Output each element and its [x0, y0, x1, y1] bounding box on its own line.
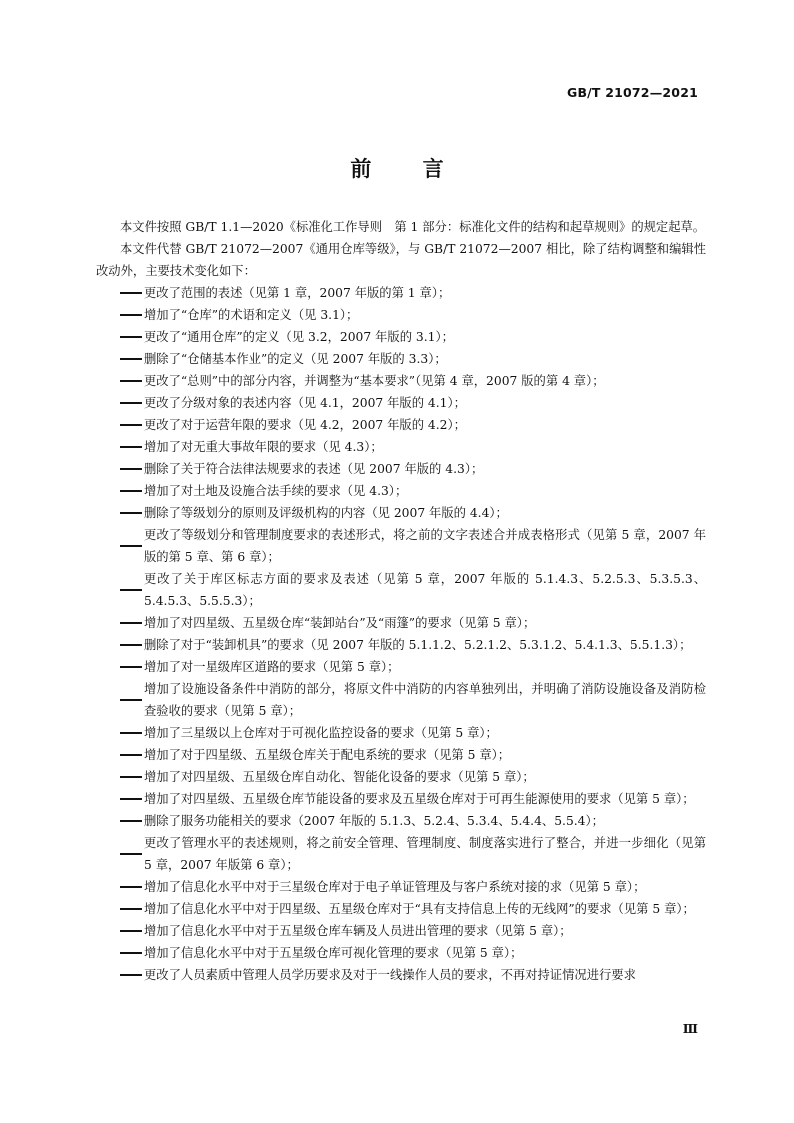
list-dash — [120, 392, 144, 414]
list-dash — [120, 414, 144, 436]
list-dash — [120, 964, 144, 986]
list-item — [96, 502, 706, 524]
list-dash — [120, 722, 144, 744]
list-item — [96, 788, 706, 810]
list-item-text: 更改了等级划分和管理制度要求的表述形式，将之前的文字表述合并成表格形式（见第 5 章，2007 年版的第 5 章、第 6 章）； — [144, 528, 706, 564]
list-dash — [120, 920, 144, 942]
list-dash — [120, 656, 144, 678]
list-item — [96, 304, 706, 326]
list-item-text: 更改了“总则”中的部分内容，并调整为“基本要求”（见第 4 章，2007 版的第 4 章）； — [144, 374, 605, 388]
list-dash — [120, 766, 144, 788]
page-number: Ⅲ — [682, 1021, 698, 1036]
list-item — [96, 326, 706, 348]
list-item — [96, 436, 706, 458]
list-dash — [120, 612, 144, 634]
list-item-text: 增加了对无重大事故年限的要求（见 4.3）； — [144, 440, 383, 454]
list-item-text: 增加了对一星级库区道路的要求（见第 5 章）； — [144, 660, 400, 674]
list-item-text: 更改了人员素质中管理人员学历要求及对于一线操作人员的要求，不再对持证情况进行要求 — [144, 968, 636, 982]
list-dash — [120, 348, 144, 370]
list-item — [96, 656, 706, 678]
list-item-text: 删除了等级划分的原则及评级机构的内容（见 2007 年版的 4.4）； — [144, 506, 508, 520]
list-item — [96, 876, 706, 898]
list-dash — [120, 326, 144, 348]
list-item-text: 增加了信息化水平中对于五星级仓库车辆及人员进出管理的要求（见第 5 章）； — [144, 924, 572, 938]
list-dash — [120, 282, 144, 304]
list-dash — [120, 568, 144, 612]
list-item — [96, 612, 706, 634]
list-dash — [120, 458, 144, 480]
list-item-text: 删除了关于符合法律法规要求的表述（见 2007 年版的 4.3）； — [144, 462, 484, 476]
list-item — [96, 634, 706, 656]
document-body — [96, 216, 706, 986]
list-item-text: 更改了范围的表述（见第 1 章，2007 年版的第 1 章）； — [144, 286, 451, 300]
list-item — [96, 568, 706, 612]
list-item — [96, 832, 706, 876]
list-item-text: 增加了对四星级、五星级仓库“装卸站台”及“雨篷”的要求（见第 5 章）； — [144, 616, 536, 630]
list-item-text: 增加了信息化水平中对于五星级仓库可视化管理的要求（见第 5 章）； — [144, 946, 523, 960]
list-item — [96, 744, 706, 766]
list-dash — [120, 304, 144, 326]
list-dash — [120, 832, 144, 876]
list-item — [96, 370, 706, 392]
list-item-text: 更改了管理水平的表述规则，将之前安全管理、管理制度、制度落实进行了整合，并进一步细化（见第 5 章，2007 年版第 6 章）； — [144, 836, 706, 872]
list-item — [96, 898, 706, 920]
list-item-text: 增加了信息化水平中对于三星级仓库对于电子单证管理及与客户系统对接的求（见第 5 章）； — [144, 880, 646, 894]
list-item — [96, 348, 706, 370]
list-item-text: 增加了对四星级、五星级仓库自动化、智能化设备的要求（见第 5 章）； — [144, 770, 535, 784]
page-title: 前 言 — [350, 157, 466, 181]
list-item — [96, 458, 706, 480]
list-item — [96, 766, 706, 788]
list-item — [96, 282, 706, 304]
list-item-text: 更改了关于库区标志方面的要求及表述（见第 5 章，2007 年版的 5.1.4.3、5.2.5.3、5.3.5.3、5.4.5.3、5.5.5.3）； — [144, 572, 706, 608]
list-item — [96, 392, 706, 414]
list-item-text: 更改了分级对象的表述内容（见 4.1，2007 年版的 4.1）； — [144, 396, 466, 410]
list-item-text: 删除了服务功能相关的要求（2007 年版的 5.1.3、5.2.4、5.3.4、5.4.4、5.5.4）； — [144, 814, 604, 828]
list-item-text: 增加了三星级以上仓库对于可视化监控设备的要求（见第 5 章）； — [144, 726, 498, 740]
list-item-text: 更改了对于运营年限的要求（见 4.2，2007 年版的 4.2）； — [144, 418, 466, 432]
replacement-paragraph: 本文件代替 GB/T 21072—2007《通用仓库等级》，与 GB/T 21072—2007 相比，除了结构调整和编辑性改动外，主要技术变化如下： — [96, 242, 706, 278]
list-item — [96, 920, 706, 942]
list-item-text: 增加了信息化水平中对于四星级、五星级仓库对于“具有支持信息上传的无线网”的要求（见第 5 章）； — [144, 902, 695, 916]
intro-paragraph: 本文件按照 GB/T 1.1—2020《标准化工作导则 第 1 部分：标准化文件的结构和起草规则》的规定起草。 — [120, 220, 706, 234]
list-item-text: 增加了“仓库”的术语和定义（见 3.1）； — [144, 308, 359, 322]
list-dash — [120, 480, 144, 502]
change-list — [96, 282, 706, 986]
list-dash — [120, 898, 144, 920]
list-item — [96, 722, 706, 744]
standard-code: GB/T 21072—2021 — [566, 85, 698, 100]
list-dash — [120, 678, 144, 722]
list-item — [96, 810, 706, 832]
list-item-text: 更改了“通用仓库”的定义（见 3.2，2007 年版的 3.1）； — [144, 330, 454, 344]
list-dash — [120, 810, 144, 832]
list-dash — [120, 876, 144, 898]
list-dash — [120, 942, 144, 964]
list-item-text: 增加了对四星级、五星级仓库节能设备的要求及五星级仓库对于可再生能源使用的要求（见第 5 章）； — [144, 792, 695, 806]
list-dash — [120, 370, 144, 392]
list-item — [96, 678, 706, 722]
list-item — [96, 414, 706, 436]
list-item — [96, 942, 706, 964]
list-item — [96, 964, 706, 986]
list-item-text: 增加了对土地及设施合法手续的要求（见 4.3）； — [144, 484, 408, 498]
list-item — [96, 524, 706, 568]
list-dash — [120, 744, 144, 766]
list-dash — [120, 524, 144, 568]
list-item-text: 删除了“仓储基本作业”的定义（见 2007 年版的 3.3）； — [144, 352, 447, 366]
list-item-text: 增加了设施设备条件中消防的部分，将原文件中消防的内容单独列出，并明确了消防设施设备及消防检查验收的要求（见第 5 章）； — [144, 682, 706, 718]
list-dash — [120, 788, 144, 810]
list-item-text: 增加了对于四星级、五星级仓库关于配电系统的要求（见第 5 章）； — [144, 748, 511, 762]
list-dash — [120, 502, 144, 524]
list-dash — [120, 634, 144, 656]
list-item — [96, 480, 706, 502]
list-item-text: 删除了对于“装卸机具”的要求（见 2007 年版的 5.1.1.2、5.2.1.2、5.3.1.2、5.4.1.3、5.5.1.3）； — [144, 638, 692, 652]
list-dash — [120, 436, 144, 458]
